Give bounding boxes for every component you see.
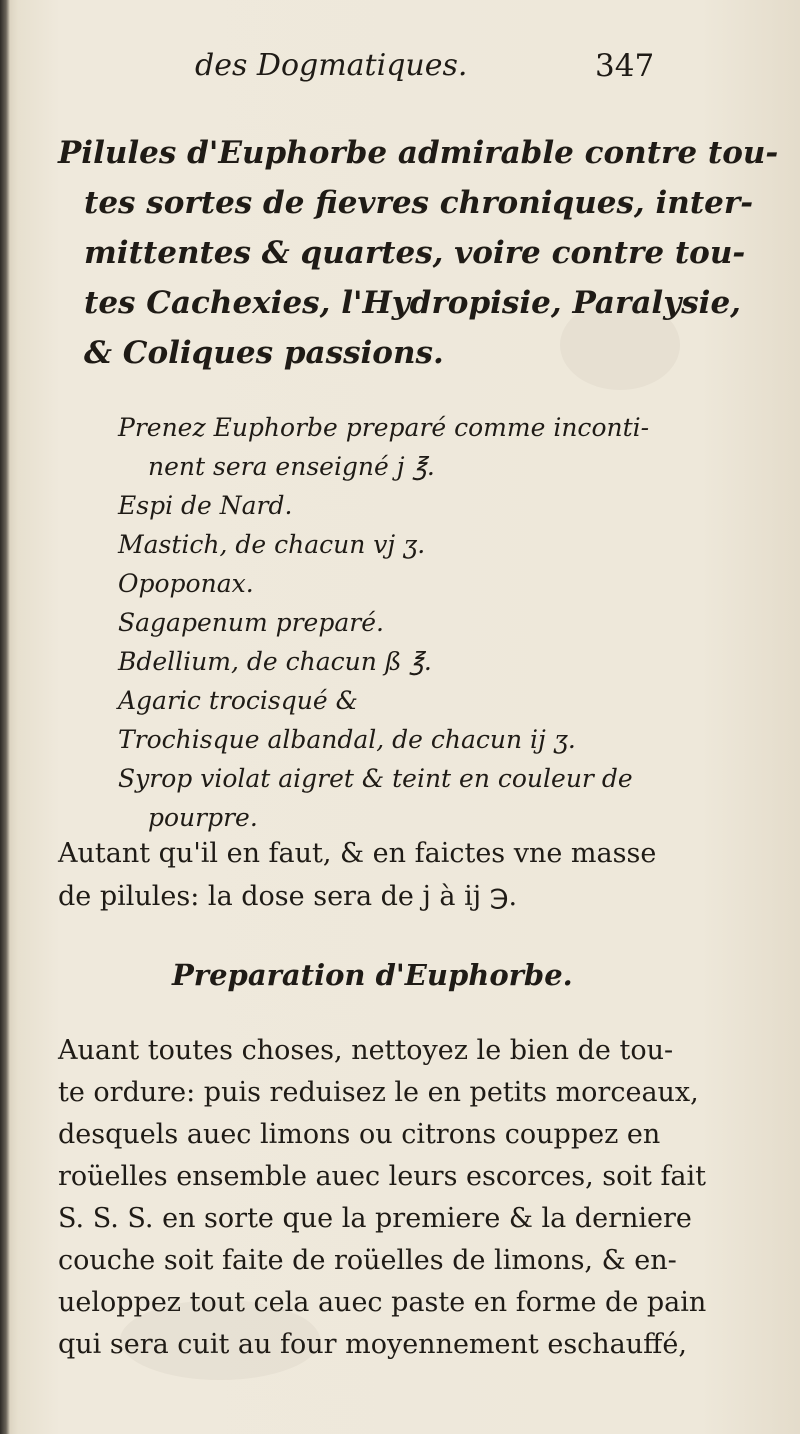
recipe-line: pourpre. bbox=[148, 803, 258, 832]
recipe-heading bbox=[58, 128, 779, 378]
preparation-line: couche soit faite de roüelles de limons, & en- bbox=[58, 1245, 677, 1276]
recipe-line: nent sera enseigné j ℥. bbox=[148, 452, 435, 481]
book-spine-shadow bbox=[0, 0, 10, 1434]
recipe-line: Bdellium, de chacun ß ℥. bbox=[118, 647, 432, 676]
instructions-line: de pilules: la dose sera de j à ij ℈. bbox=[58, 881, 518, 912]
section-subheading: Preparation d'Euphorbe. bbox=[172, 958, 573, 992]
preparation-line: desquels auec limons ou citrons couppez en bbox=[58, 1119, 661, 1150]
instructions-line: Autant qu'il en faut, & en faictes vne masse bbox=[58, 838, 657, 869]
preparation-paragraph bbox=[58, 1030, 718, 1366]
recipe-line: Trochisque albandal, de chacun ij ʒ. bbox=[118, 725, 576, 754]
recipe-line: Opoponax. bbox=[118, 569, 254, 598]
recipe-line: Agaric trocisqué & bbox=[118, 686, 358, 715]
recipe-line: Sagapenum preparé. bbox=[118, 608, 384, 637]
preparation-line: roüelles ensemble auec leurs escorces, soit fait bbox=[58, 1161, 707, 1192]
running-title: des Dogmatiques. bbox=[195, 48, 468, 83]
heading-line: mittentes & quartes, voire contre tou- bbox=[84, 235, 746, 271]
recipe-line: Espi de Nard. bbox=[118, 491, 293, 520]
preparation-line: Auant toutes choses, nettoyez le bien de tou- bbox=[58, 1035, 674, 1066]
recipe-line: Prenez Euphorbe preparé comme inconti- bbox=[118, 413, 650, 442]
page-number: 347 bbox=[595, 48, 655, 84]
recipe-ingredients bbox=[118, 408, 718, 837]
recipe-line: Syrop violat aigret & teint en couleur de bbox=[118, 764, 633, 793]
preparation-line: te ordure: puis reduisez le en petits morceaux, bbox=[58, 1077, 699, 1108]
recipe-line: Mastich, de chacun vj ʒ. bbox=[118, 530, 426, 559]
heading-line: Pilules d'Euphorbe admirable contre tou- bbox=[58, 135, 779, 171]
preparation-line: S. S. S. en sorte que la premiere & la derniere bbox=[58, 1203, 692, 1234]
preparation-line: ueloppez tout cela auec paste en forme de pain bbox=[58, 1287, 707, 1318]
heading-line: tes Cachexies, l'Hydropisie, Paralysie, bbox=[84, 285, 741, 321]
running-header bbox=[195, 48, 695, 98]
heading-line: & Coliques passions. bbox=[84, 335, 444, 371]
heading-line: tes sortes de fievres chroniques, inter- bbox=[84, 185, 754, 221]
instructions-paragraph bbox=[58, 832, 698, 918]
preparation-line: qui sera cuit au four moyennement eschauffé, bbox=[58, 1329, 687, 1360]
